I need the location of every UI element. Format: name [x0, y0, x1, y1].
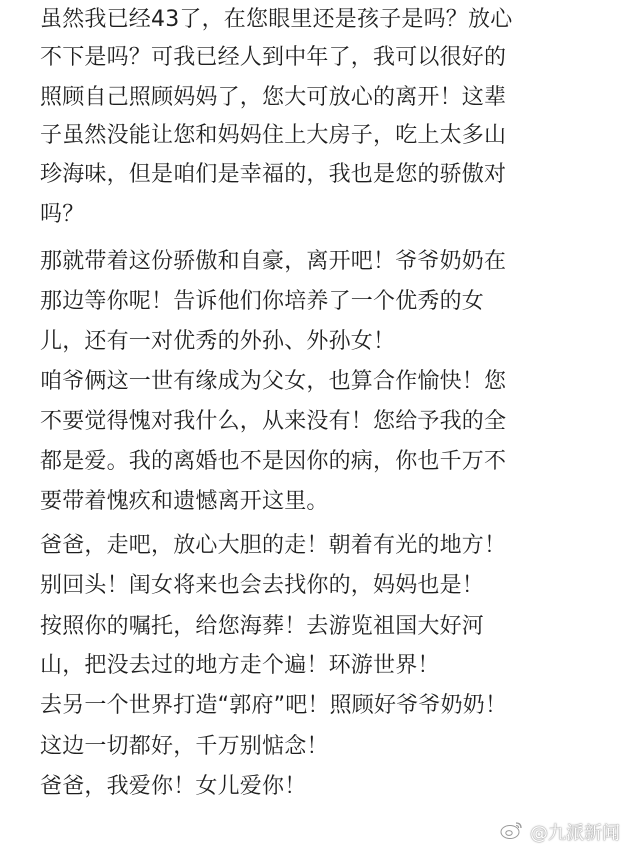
- text-line: 虽然我已经43了，在您眼里还是孩子是吗？放心: [40, 7, 513, 32]
- source-watermark: [500, 819, 620, 845]
- text-line: 那就带着这份骄傲和自豪，离开吧！爷爷奶奶在: [40, 249, 507, 274]
- text-line: 儿，还有一对优秀的外孙、外孙女！: [40, 329, 396, 354]
- text-line: 别回头！闺女将来也会去找你的，妈妈也是！: [40, 573, 485, 598]
- text-line: 按照你的嘱托，给您海葬！去游览祖国大好河: [40, 614, 485, 639]
- text-line: 珍海味，但是咱们是幸福的，我也是您的骄傲对: [40, 162, 507, 187]
- text-line: 不下是吗？可我已经人到中年了，我可以很好的: [40, 45, 507, 70]
- text-line: 去另一个世界打造“郭府”吧！照顾好爷爷奶奶！: [40, 693, 508, 718]
- text-line: 山，把没去过的地方走个遍！环游世界！: [40, 653, 440, 678]
- text-line: 吗？: [40, 202, 85, 227]
- text-line: 那边等你呢！告诉他们你培养了一个优秀的女: [40, 289, 485, 314]
- text-line: 爸爸，走吧，放心大胆的走！朝着有光的地方！: [40, 533, 507, 558]
- text-line: 都是爱。我的离婚也不是因你的病，你也千万不: [40, 449, 507, 474]
- text-line: 这边一切都好，千万别惦念！: [40, 734, 329, 759]
- text-line: 子虽然没能让您和妈妈住上大房子，吃上太多山: [40, 123, 507, 148]
- text-line: 照顾自己照顾妈妈了，您大可放心的离开！这辈: [40, 85, 507, 110]
- text-line: 要带着愧疚和遗憾离开这里。: [40, 489, 329, 514]
- text-line: 咱爷俩这一世有缘成为父女，也算合作愉快！您: [40, 369, 507, 394]
- weibo-icon: [500, 820, 524, 845]
- text-line: 爸爸，我爱你！女儿爱你！: [40, 774, 307, 799]
- watermark-text: @九派新闻: [530, 823, 620, 844]
- text-line: 不要觉得愧对我什么，从来没有！您给予我的全: [40, 409, 507, 434]
